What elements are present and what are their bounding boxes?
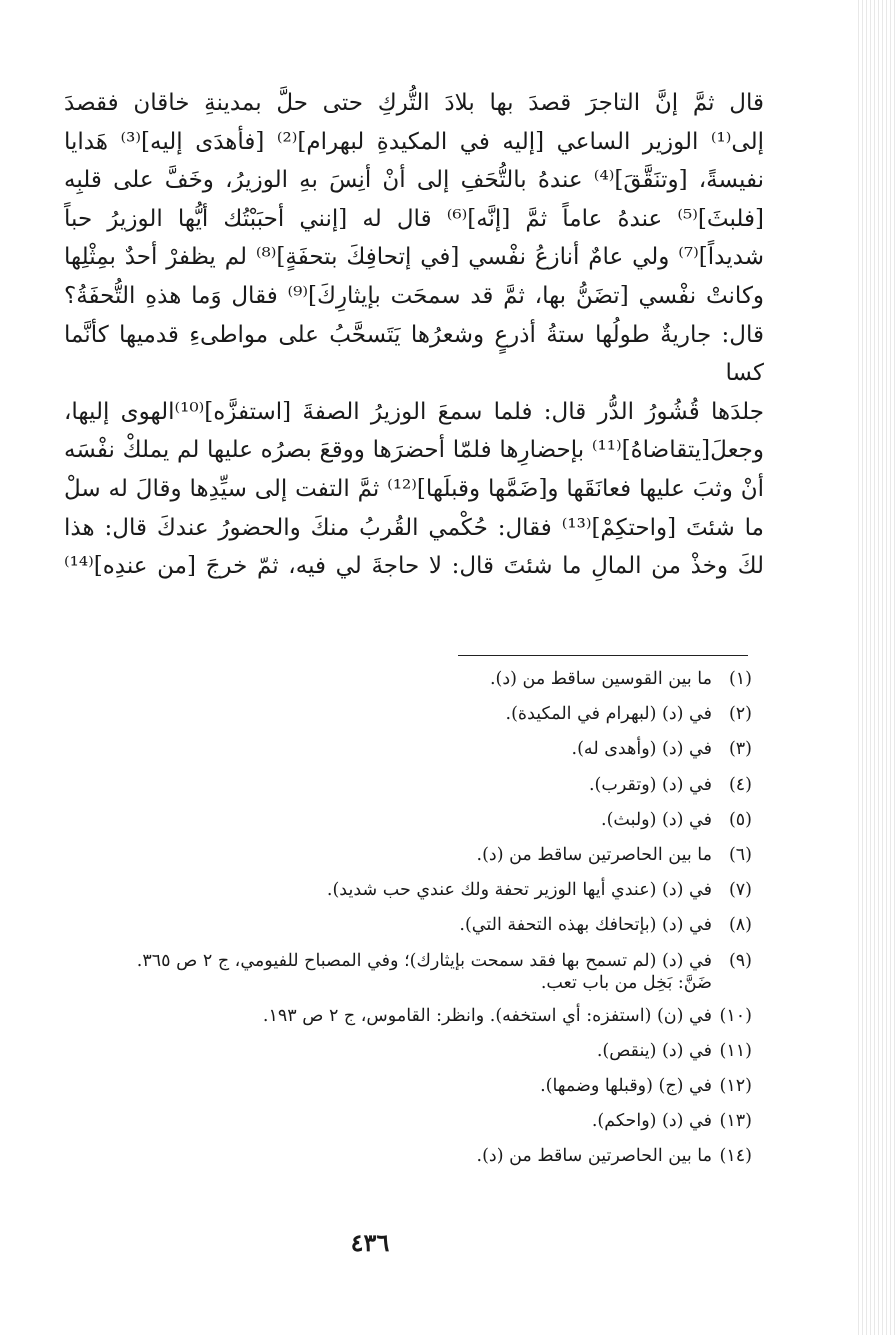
- text-line: وجعلَ[يتقاضاهُ]⁽¹¹⁾ بإحضارِها فلمّا أحضرَها ووقعَ بصرُه عليها لم يملكْ نفْسَه: [64, 437, 764, 464]
- footnote-number: (٥): [728, 809, 752, 830]
- footnote-text: في (د) (وأهدى له).: [571, 739, 712, 760]
- text-line: إلى⁽¹⁾ الوزير الساعي [إليه في المكيدةِ لبهرام]⁽²⁾ [فأهدَى إليه]⁽³⁾ هَدايا: [64, 128, 764, 155]
- footnote-number: (١٠): [719, 1005, 752, 1026]
- main-text-block: [64, 84, 764, 586]
- footnote-text: في (د) (لم تسمح بها فقد سمحت بإيثارك)؛ وفي المصباح للفيومي، ج ٢ ص ٣٦٥.: [136, 950, 712, 971]
- text-line: شديداً]⁽⁷⁾ ولي عامٌ أنازعُ نفْسي [في إتحافِكَ بتحفَةٍ]⁽⁸⁾ لم يظفرْ أحدٌ بمِثْلِها: [64, 244, 764, 271]
- footnote-text: في (د) (واحكم).: [591, 1111, 712, 1132]
- footnote-number: (١٣): [719, 1111, 752, 1132]
- footnote-item: [60, 803, 752, 838]
- footnote-item: [60, 768, 752, 803]
- footnote-number: (٤): [728, 774, 752, 795]
- footnote-item: [60, 944, 752, 995]
- text-line: نفيسةً، [وتنَقَّقَ]⁽⁴⁾ عندهُ بالتُّحَفِ إلى أنْ أنِسَ بهِ الوزيرُ، وخَفَّ على قلبِه: [64, 167, 765, 194]
- footnote-number: (١٢): [719, 1076, 752, 1097]
- text-line: وكانتْ نفْسي [تضَنُّ بها، ثمَّ قد سمحَت بإيثارِكَ]⁽⁹⁾ فقال وَما هذهِ التُّحفَةُ؟: [64, 282, 764, 309]
- text-line: قال: جاريةٌ طولُها ستةُ أذرعٍ وشعرُها يَتَسحَّبُ على مواطىءِ قدميها كأنَّما كسا: [64, 321, 764, 387]
- footnote-item: [60, 1034, 752, 1069]
- footnote-item: [60, 697, 752, 732]
- footnote-continuation: ضَنَّ: بَخِل من باب تعب.: [540, 972, 712, 993]
- footnote-number: (١٤): [719, 1146, 752, 1167]
- page-number: ٤٣٦: [350, 1228, 390, 1257]
- footnote-text: في (د) (ينقص).: [596, 1040, 712, 1061]
- footnote-text: ما بين الحاصرتين ساقط من (د).: [476, 1146, 712, 1167]
- footnote-text: في (د) (عندي أيها الوزير تحفة ولك عندي حب شديد).: [326, 880, 712, 901]
- footnote-number: (٩): [728, 950, 752, 971]
- footnote-item: [60, 908, 752, 943]
- text-line: جلدَها قُشُورُ الدُّر قال: فلما سمعَ الوزيرُ الصفةَ [استفزَّه]⁽¹⁰⁾الهوى إليها،: [64, 398, 764, 425]
- footnote-item: [60, 662, 752, 697]
- footnote-number: (١١): [719, 1040, 752, 1061]
- footnote-item: [60, 1104, 752, 1139]
- footnote-item: [60, 838, 752, 873]
- text-line: [فلبثَ]⁽⁵⁾ عندهُ عاماً ثمَّ [إنَّه]⁽⁶⁾ قال له [إنني أحبَبْتُك أيُّها الوزيرُ حباً: [64, 205, 764, 232]
- text-line: لكَ وخذْ من المالِ ما شئتَ قال: لا حاجةَ لي فيه، ثمّ خرجَ [من عندِه]⁽¹⁴⁾: [64, 553, 764, 580]
- footnote-number: (٢): [728, 704, 752, 725]
- footnote-text: ما بين الحاصرتين ساقط من (د).: [476, 844, 712, 865]
- text-line: أنْ وثبَ عليها فعانَقَها و[ضَمَّها وقبلَها]⁽¹²⁾ ثمَّ التفت إلى سيِّدِها وقالَ له سلْ: [64, 475, 764, 502]
- footnote-number: (٣): [728, 739, 752, 760]
- text-line: قال ثمَّ إنَّ التاجرَ قصدَ بها بلادَ التُّركِ حتى حلَّ بمدينةِ خاقان فقصدَ: [64, 90, 764, 116]
- footnote-text: في (ن) (استفزه: أي استخفه). وانظر: القاموس، ج ٢ ص ١٩٣.: [262, 1005, 712, 1026]
- text-line: ما شئتَ [واحتكِمْ]⁽¹³⁾ فقال: حُكْمي القُربُ منكَ والحضورُ عندكَ قال: هذا: [64, 514, 764, 541]
- footnote-item: [60, 999, 752, 1034]
- footnote-item: [60, 1139, 752, 1174]
- footnote-item: [60, 1069, 752, 1104]
- footnote-item: [60, 732, 752, 767]
- footnote-item: [60, 873, 752, 908]
- footnote-number: (٦): [728, 844, 752, 865]
- footnote-divider: [458, 655, 748, 656]
- footnote-number: (٨): [728, 915, 752, 936]
- page-edge-binding: [855, 0, 895, 1335]
- footnote-text: في (د) (لبهرام في المكيدة).: [505, 704, 712, 725]
- footnote-text: في (ج) (وقبلها وضمها).: [540, 1076, 712, 1097]
- footnote-number: (١): [728, 669, 752, 689]
- footnote-number: (٧): [728, 880, 752, 901]
- footnote-text: في (د) (وتقرب).: [588, 774, 712, 795]
- footnotes-list: [60, 662, 752, 1175]
- footnote-text: ما بين القوسين ساقط من (د).: [489, 669, 712, 689]
- footnote-text: في (د) (بإتحافك بهذه التحفة التي).: [459, 915, 712, 936]
- footnote-text: في (د) (ولبث).: [601, 809, 712, 830]
